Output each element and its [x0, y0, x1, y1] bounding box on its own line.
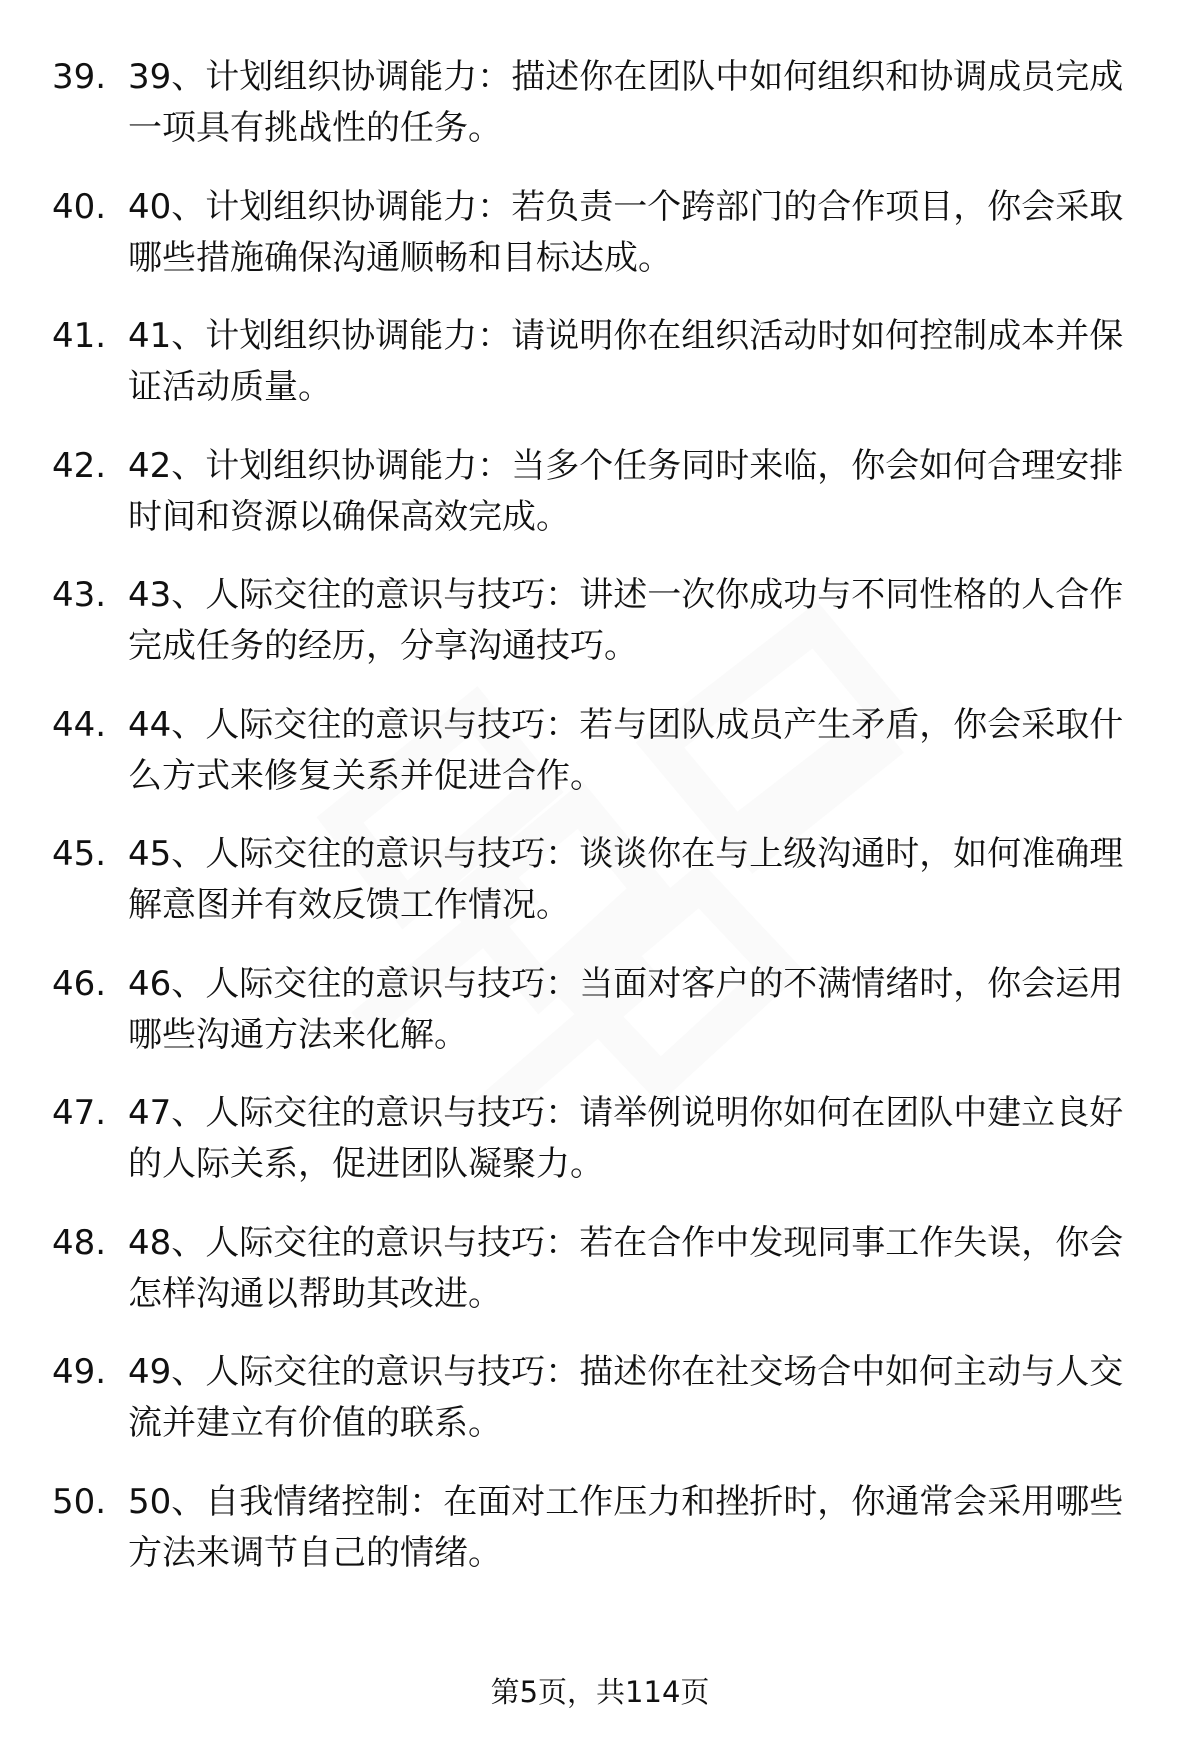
- question-text: 41、计划组织协调能力：请说明你在组织活动时如何控制成本并保证活动质量。: [128, 316, 1124, 407]
- question-item: [0, 1347, 1200, 1477]
- question-number: 49.: [52, 1352, 107, 1392]
- question-item: [0, 829, 1200, 959]
- question-number: 41.: [52, 316, 107, 356]
- question-item: [0, 1088, 1200, 1218]
- question-list: [0, 52, 1200, 1606]
- question-text: 40、计划组织协调能力：若负责一个跨部门的合作项目，你会采取哪些措施确保沟通顺畅和目标达成。: [128, 186, 1124, 278]
- question-item: [0, 311, 1200, 441]
- question-item: [0, 570, 1200, 700]
- question-item: [0, 1218, 1200, 1348]
- question-text: 49、人际交往的意识与技巧：描述你在社交场合中如何主动与人交流并建立有价值的联系。: [128, 1352, 1124, 1443]
- question-item: [0, 182, 1200, 312]
- question-number: 43.: [52, 575, 107, 615]
- question-number: 45.: [52, 834, 107, 874]
- question-number: 50.: [52, 1481, 107, 1522]
- question-item: [0, 441, 1200, 571]
- question-number: 40.: [52, 186, 107, 227]
- question-number: 42.: [52, 445, 107, 486]
- question-text: 45、人际交往的意识与技巧：谈谈你在与上级沟通时，如何准确理解意图并有效反馈工作情况。: [128, 834, 1124, 925]
- question-number: 46.: [52, 963, 107, 1004]
- question-text: 48、人际交往的意识与技巧：若在合作中发现同事工作失误，你会怎样沟通以帮助其改进。: [128, 1222, 1124, 1314]
- question-text: 42、计划组织协调能力：当多个任务同时来临，你会如何合理安排时间和资源以确保高效完成。: [128, 445, 1124, 537]
- question-item: [0, 1477, 1200, 1607]
- question-text: 50、自我情绪控制：在面对工作压力和挫折时，你通常会采用哪些方法来调节自己的情绪。: [128, 1481, 1124, 1573]
- question-text: 46、人际交往的意识与技巧：当面对客户的不满情绪时，你会运用哪些沟通方法来化解。: [128, 963, 1124, 1055]
- question-text: 39、计划组织协调能力：描述你在团队中如何组织和协调成员完成一项具有挑战性的任务。: [128, 57, 1124, 148]
- question-text: 44、人际交往的意识与技巧：若与团队成员产生矛盾，你会采取什么方式来修复关系并促进合作。: [128, 704, 1124, 796]
- question-number: 47.: [52, 1093, 107, 1133]
- question-item: [0, 52, 1200, 182]
- question-number: 48.: [52, 1222, 107, 1263]
- question-item: [0, 700, 1200, 830]
- page-footer: 第5页，共114页: [490, 1675, 710, 1709]
- question-number: 44.: [52, 704, 107, 745]
- question-number: 39.: [52, 57, 107, 97]
- question-item: [0, 959, 1200, 1089]
- question-text: 43、人际交往的意识与技巧：讲述一次你成功与不同性格的人合作完成任务的经历，分享沟通技巧。: [128, 575, 1124, 666]
- question-text: 47、人际交往的意识与技巧：请举例说明你如何在团队中建立良好的人际关系，促进团队凝聚力。: [128, 1093, 1124, 1184]
